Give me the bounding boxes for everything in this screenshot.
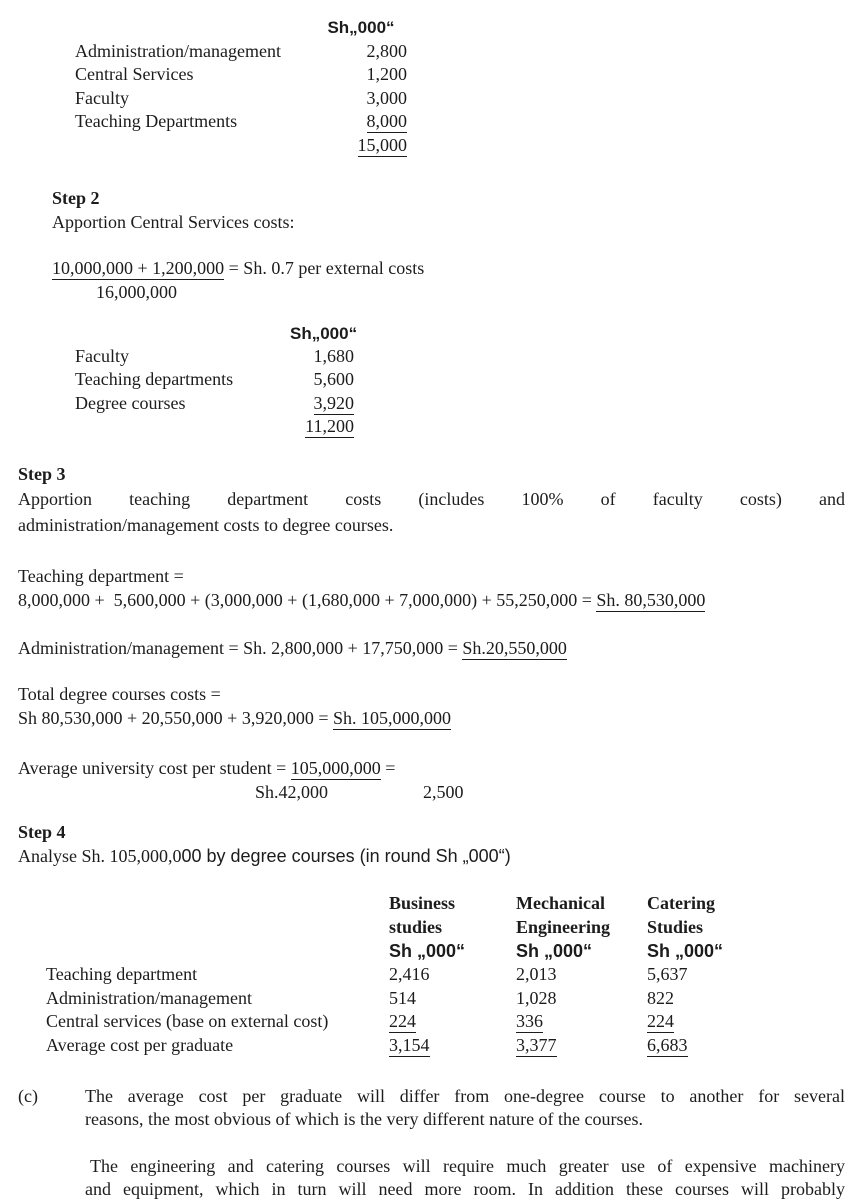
table3-cell xyxy=(647,1034,777,1058)
table1-spacer xyxy=(75,16,315,40)
admin-formula xyxy=(18,636,845,660)
step2-intro: Apportion Central Services costs: xyxy=(52,212,295,232)
note-c-para1-line2: reasons, the most obvious of which is the very different nature of the courses. xyxy=(85,1109,644,1129)
underlined-cell: 224 xyxy=(389,1011,416,1031)
table2-row-value: 1,680 xyxy=(313,346,354,367)
table3-cell: 2,013 xyxy=(516,964,557,984)
total-formula-body: Sh 80,530,000 + 20,550,000 + 3,920,000 = xyxy=(18,708,333,728)
step3-intro-line1: Apportion teaching department costs (includes 100% of faculty costs) and xyxy=(18,489,845,509)
total-costs-label: Total degree courses costs = xyxy=(18,684,221,704)
step2-section xyxy=(52,186,424,304)
table1-spacer xyxy=(75,134,315,158)
table1-total-cell xyxy=(315,134,407,158)
table2-spacer xyxy=(75,415,290,438)
underlined-cell: 3,377 xyxy=(516,1034,557,1055)
table1-grid xyxy=(75,16,407,157)
underlined-cell: 224 xyxy=(647,1011,674,1031)
table3-cell: 2,416 xyxy=(389,964,430,984)
degree-course-table xyxy=(46,891,777,1057)
step2-formula-numerator: 10,000,000 + 1,200,000 xyxy=(52,258,225,278)
table2-row-label: Degree courses xyxy=(75,392,186,413)
table1-row-label: Central Services xyxy=(75,64,194,84)
table3-cell: 822 xyxy=(647,987,674,1008)
teaching-dept-formula xyxy=(18,588,845,612)
table3-cell xyxy=(516,1034,647,1058)
underlined-cell: 336 xyxy=(516,1011,543,1031)
table3-header-spacer xyxy=(46,891,389,963)
step3-section xyxy=(18,462,845,804)
teaching-formula-body: 8,000,000 + 5,600,000 + (3,000,000 + (1,680,000 + 7,000,000) + 55,250,000 = xyxy=(18,590,597,610)
table2-spacer xyxy=(75,322,290,345)
step4-section xyxy=(18,820,845,868)
table3-cell: 514 xyxy=(389,987,416,1008)
table1-row-label: Teaching Departments xyxy=(75,111,238,131)
table3-cell: 1,028 xyxy=(516,987,557,1008)
note-c-para2-line1: The engineering and catering courses will require much greater use of expensive machinery xyxy=(90,1156,845,1176)
admin-formula-result: Sh.20,550,000 xyxy=(462,638,567,658)
header-line2: Studies xyxy=(647,917,704,937)
table3-cell xyxy=(389,1034,516,1058)
step2-formula-line xyxy=(52,256,424,280)
header-currency: Sh „000“ xyxy=(516,941,593,961)
header-currency: Sh „000“ xyxy=(389,941,466,961)
table2-row-value xyxy=(290,392,354,415)
note-c-tag: (c) xyxy=(18,1086,38,1106)
table3-cell xyxy=(647,1010,777,1034)
table3-cell: 5,637 xyxy=(647,964,688,984)
table2-row-value: 5,600 xyxy=(313,369,354,390)
cost-allocation-table xyxy=(75,16,407,157)
table1-row-label: Faculty xyxy=(75,87,129,108)
average-cost-prefix: Average university cost per student = xyxy=(18,758,291,778)
table1-row-value xyxy=(315,110,407,134)
underlined-cell: 6,683 xyxy=(647,1034,688,1055)
table1-total: 15,000 xyxy=(357,134,407,155)
average-cost-line xyxy=(18,756,845,780)
table3-cell xyxy=(389,1010,516,1034)
average-cost-suffix: = xyxy=(380,758,396,778)
header-line1: Business xyxy=(389,893,456,913)
total-costs-formula xyxy=(18,706,845,730)
step4-title: Step 4 xyxy=(18,822,66,842)
average-cost-result: Sh.42,000 xyxy=(255,782,329,802)
table1-underlined-value: 8,000 xyxy=(366,111,407,131)
header-line2: Engineering xyxy=(516,917,611,937)
table2-row-label: Faculty xyxy=(75,346,129,367)
header-line1: Mechanical xyxy=(516,893,605,913)
table2-grid xyxy=(75,322,358,438)
note-c-body xyxy=(85,1085,845,1201)
table2-total: 11,200 xyxy=(305,415,354,436)
table1-row-value: 2,800 xyxy=(366,40,407,61)
header-line1: Catering xyxy=(647,893,715,913)
table2-underlined-value: 3,920 xyxy=(313,392,354,413)
table3-header-catering xyxy=(647,891,777,963)
table2-row-label: Teaching departments xyxy=(75,369,234,390)
table3-header-mechanical xyxy=(516,891,647,963)
step2-formula-result: = Sh. 0.7 per external costs xyxy=(224,258,425,278)
step4-intro xyxy=(18,844,845,868)
table3-header-business xyxy=(389,891,516,963)
table1-currency-header: Sh„000“ xyxy=(327,18,395,37)
header-currency: Sh „000“ xyxy=(647,941,724,961)
header-line2: studies xyxy=(389,917,443,937)
note-c-para1-line1: The average cost per graduate will differ from one-degree course to another for several xyxy=(85,1086,845,1106)
step3-title: Step 3 xyxy=(18,464,66,484)
step2-title: Step 2 xyxy=(52,188,100,208)
teaching-dept-label: Teaching department = xyxy=(18,566,184,586)
step2-formula-denominator: 16,000,000 xyxy=(96,282,177,302)
table1-row-value: 3,000 xyxy=(366,87,407,108)
total-formula-result: Sh. 105,000,000 xyxy=(332,708,451,728)
central-services-table xyxy=(75,322,358,438)
average-cost-numerator: 105,000,000 xyxy=(290,758,381,778)
step4-intro-serif: Analyse Sh. 105,000,0 xyxy=(18,846,182,866)
teaching-formula-result: Sh. 80,530,000 xyxy=(596,590,706,610)
underlined-cell: 3,154 xyxy=(389,1034,430,1055)
admin-formula-body: Administration/management = Sh. 2,800,000 + 17,750,000 = xyxy=(18,638,463,658)
average-cost-line2 xyxy=(18,780,845,804)
table2-currency-header: Sh„000“ xyxy=(290,324,358,343)
table1-row-label: Administration/management xyxy=(75,40,281,61)
table2-total-cell xyxy=(290,415,354,438)
average-cost-denominator: 2,500 xyxy=(423,782,464,802)
table3-row-label: Teaching department xyxy=(46,964,198,984)
step3-intro-line2: administration/management costs to degree courses. xyxy=(18,515,394,535)
table3-row-label: Administration/management xyxy=(46,987,252,1008)
table3-row-label: Average cost per graduate xyxy=(46,1034,234,1055)
table3-row-label: Central services (base on external cost) xyxy=(46,1011,329,1031)
note-c-section xyxy=(18,1085,845,1201)
note-c-para2-line2: and equipment, which in turn will need more room. In addition these courses will probably xyxy=(85,1179,845,1199)
table3-cell xyxy=(516,1010,647,1034)
table3-grid xyxy=(46,891,777,1057)
step4-intro-sans: 00 by degree courses (in round Sh „000“) xyxy=(181,846,511,866)
table1-row-value: 1,200 xyxy=(366,64,407,84)
